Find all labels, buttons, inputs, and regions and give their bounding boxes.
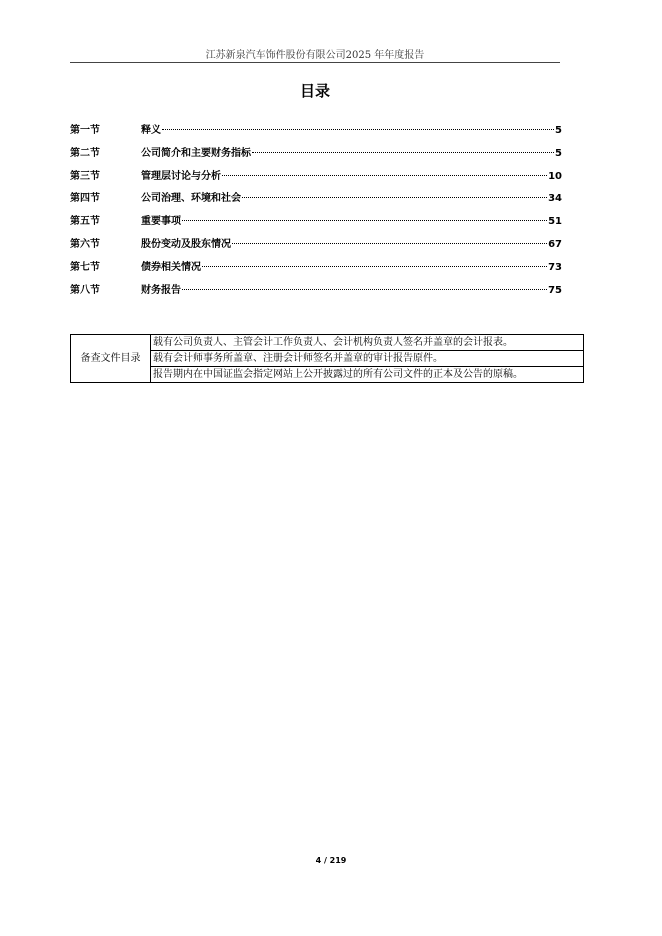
toc-leader-dots [242,197,547,198]
toc-page-number: 5 [555,147,562,159]
toc-section-title: 公司简介和主要财务指标 [141,147,251,159]
reference-documents-label: 备查文件目录 [71,335,151,383]
page-number-footer: 4 / 219 [315,856,347,865]
header-divider [70,62,560,63]
toc-section-number: 第四节 [70,193,100,205]
toc-section-title: 公司治理、环境和社会 [141,193,241,205]
toc-page-number: 75 [548,284,562,296]
toc-section-number: 第七节 [70,261,100,273]
toc-section-number: 第一节 [70,125,100,136]
reference-document-item: 载有公司负责人、主管会计工作负责人、会计机构负责人签名并盖章的会计报表。 [151,335,584,351]
toc-section-number: 第六节 [70,238,100,250]
toc-section-number: 第八节 [70,284,100,296]
toc-entry[interactable] [70,235,562,258]
toc-section-title: 股份变动及股东情况 [141,238,231,250]
toc-leader-dots [162,129,554,130]
toc-entry[interactable] [70,144,562,167]
toc-page-number: 51 [548,216,562,228]
toc-leader-dots [182,220,547,221]
toc-section-number: 第二节 [70,147,100,159]
page-title: 目录 [299,82,330,100]
toc-section-title: 管理层讨论与分析 [141,170,221,182]
toc-section-title: 财务报告 [141,284,181,296]
toc-entry[interactable] [70,189,562,212]
toc-page-number: 34 [548,193,562,205]
toc-entry[interactable] [70,281,562,304]
reference-document-item: 载有会计师事务所盖章、注册会计师签名并盖章的审计报告原件。 [151,351,584,367]
toc-section-number: 第三节 [70,170,100,182]
page-header: 江苏新泉汽车饰件股份有限公司2025 年年度报告 [205,50,425,61]
table-row [71,335,584,351]
toc-leader-dots [202,266,547,267]
reference-document-item: 报告期内在中国证监会指定网站上公开披露过的所有公司文件的正本及公告的原稿。 [151,367,584,383]
toc-entry[interactable] [70,121,562,144]
toc-section-title: 债券相关情况 [141,261,201,273]
toc-page-number: 73 [548,261,562,273]
toc-leader-dots [252,152,554,153]
toc-page-number: 10 [548,170,562,182]
toc-leader-dots [232,243,547,244]
toc-page-number: 5 [555,125,562,136]
toc-entry[interactable] [70,212,562,235]
toc-leader-dots [182,289,547,290]
toc-leader-dots [222,175,547,176]
table-of-contents [70,121,562,303]
toc-section-number: 第五节 [70,216,100,228]
toc-section-title: 重要事项 [141,216,181,228]
toc-section-title: 释义 [141,125,161,136]
toc-page-number: 67 [548,238,562,250]
reference-documents-table [70,334,584,383]
toc-entry[interactable] [70,258,562,281]
toc-entry[interactable] [70,167,562,190]
